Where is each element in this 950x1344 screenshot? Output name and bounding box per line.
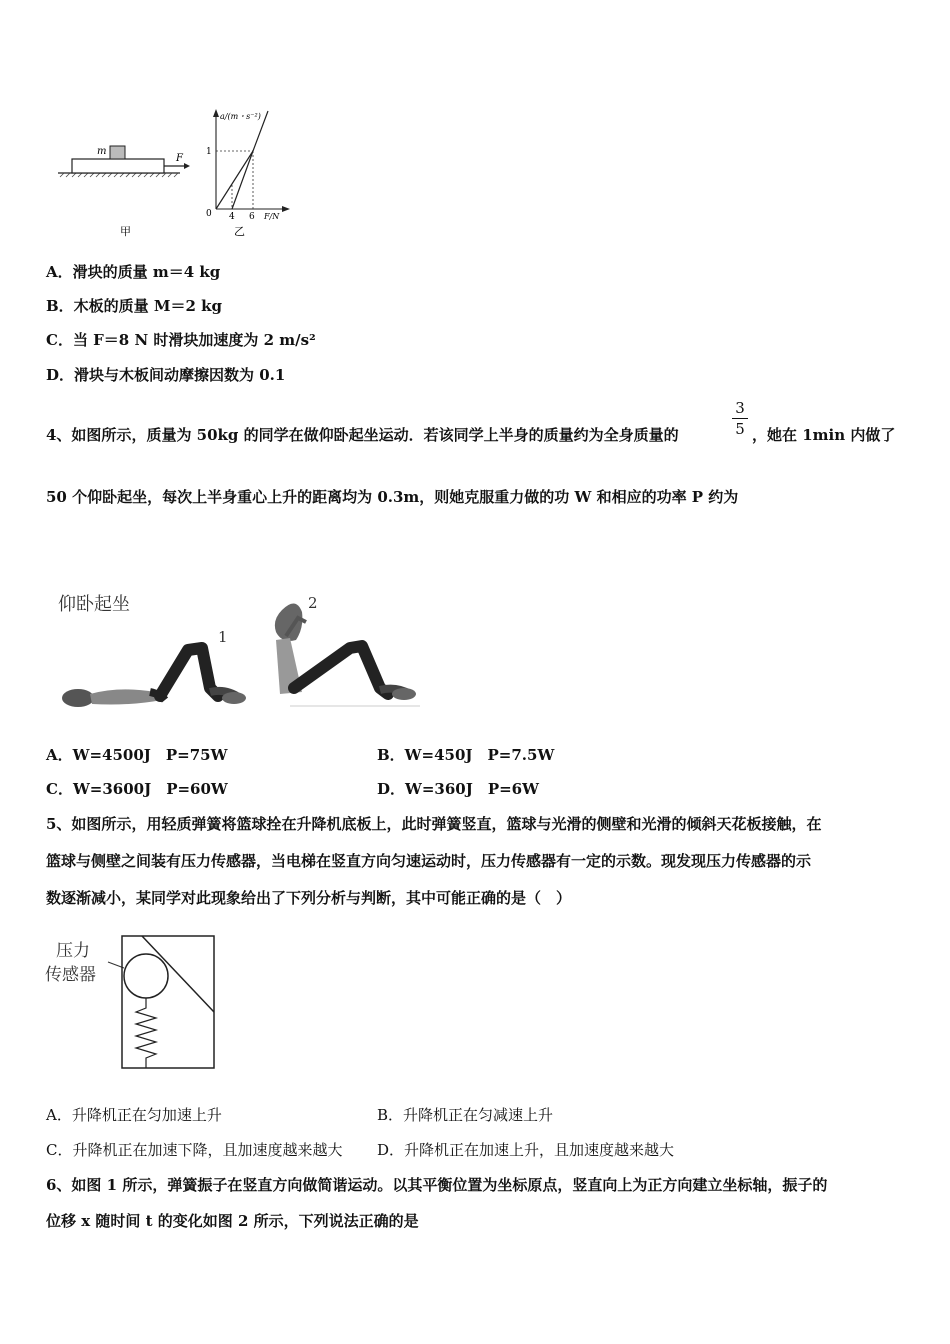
y-axis-arrow xyxy=(213,109,219,117)
q3-option-b: B．木板的质量 M＝2 kg xyxy=(46,297,223,315)
q3-option-a: A．滑块的质量 m＝4 kg xyxy=(46,263,221,281)
q5-line-1: 5、如图所示，用轻质弹簧将篮球拴在升降机底板上，此时弹簧竖直，篮球与光滑的侧壁和光滑的倾斜天花板接触，在 xyxy=(46,815,822,833)
basketball xyxy=(124,954,168,998)
mass-label: m xyxy=(97,146,107,157)
elevator-figure xyxy=(42,932,222,1074)
pose-2-label: 2 xyxy=(308,594,318,612)
spring xyxy=(136,998,156,1068)
sensor-label-2: 传感器 xyxy=(45,965,96,985)
ground-hatch xyxy=(60,173,178,177)
q4-option-c: C．W=3600J P=60W xyxy=(46,780,228,798)
fraction-denominator: 5 xyxy=(735,420,745,438)
q4-option-a: A．W=4500J P=75W xyxy=(46,746,228,764)
force-label: F xyxy=(176,153,183,164)
q5-line-3: 数逐渐减小，某同学对此现象给出了下列分析与判断，其中可能正确的是（ ） xyxy=(46,889,572,907)
block-m xyxy=(110,146,125,159)
force-arrowhead xyxy=(184,163,190,169)
situp-title: 仰卧起坐 xyxy=(58,594,130,615)
fraction-numerator: 3 xyxy=(732,398,748,419)
x-tick-1: 4 xyxy=(229,212,235,222)
y-axis-label: a/(m・s⁻²) xyxy=(220,112,261,121)
q5-option-c: C．升降机正在加速下降，且加速度越来越大 xyxy=(46,1141,343,1159)
q4-text-before: 4、如图所示，质量为 50kg 的同学在做仰卧起坐运动．若该同学上半身的质量约为全身质量的 xyxy=(46,426,679,444)
q5-option-a: A．升降机正在匀加速上升 xyxy=(46,1106,222,1124)
q4-text-after: ，她在 1min 内做了 xyxy=(752,426,896,444)
q4-fraction xyxy=(732,398,748,439)
origin-label: 0 xyxy=(206,209,212,219)
q3-option-c: C．当 F＝8 N 时滑块加速度为 2 m/s² xyxy=(46,331,316,349)
q3-figure xyxy=(50,105,290,240)
y-tick-label: 1 xyxy=(206,147,212,157)
x-tick-2: 6 xyxy=(249,212,255,222)
pose-1-label: 1 xyxy=(218,628,228,646)
right-caption: 乙 xyxy=(234,225,245,238)
left-caption: 甲 xyxy=(120,225,131,238)
x-axis-label: F/N xyxy=(264,212,280,221)
x-axis-arrow xyxy=(282,206,290,212)
q4-option-d: D．W=360J P=6W xyxy=(377,780,539,798)
situp-figure xyxy=(50,588,440,723)
graph-line-2 xyxy=(232,111,268,209)
pose-2-person xyxy=(275,603,420,706)
q5-line-2: 篮球与侧壁之间装有压力传感器，当电梯在竖直方向匀速运动时，压力传感器有一定的示数。现发现压力传感器的示 xyxy=(46,852,812,870)
q4-option-b: B．W=450J P=7.5W xyxy=(377,746,555,764)
board xyxy=(72,159,164,173)
pose-1-person xyxy=(62,648,246,707)
graph-line-1 xyxy=(216,151,253,209)
q4-line-2: 50 个仰卧起坐，每次上半身重心上升的距离均为 0.3m，则她克服重力做的功 W 和相应的功率 P 约为 xyxy=(46,488,739,506)
sensor-label-1: 压力 xyxy=(56,941,90,961)
q6-line-2: 位移 x 随时间 t 的变化如图 2 所示，下列说法正确的是 xyxy=(46,1212,419,1230)
q3-option-d: D．滑块与木板间动摩擦因数为 0.1 xyxy=(46,366,286,384)
q6-line-1: 6、如图 1 所示，弹簧振子在竖直方向做简谐运动。以其平衡位置为坐标原点，竖直向上为正方向建立坐标轴，振子的 xyxy=(46,1176,828,1194)
q5-option-d: D．升降机正在加速上升，且加速度越来越大 xyxy=(377,1141,675,1159)
q5-option-b: B．升降机正在匀减速上升 xyxy=(377,1106,554,1124)
